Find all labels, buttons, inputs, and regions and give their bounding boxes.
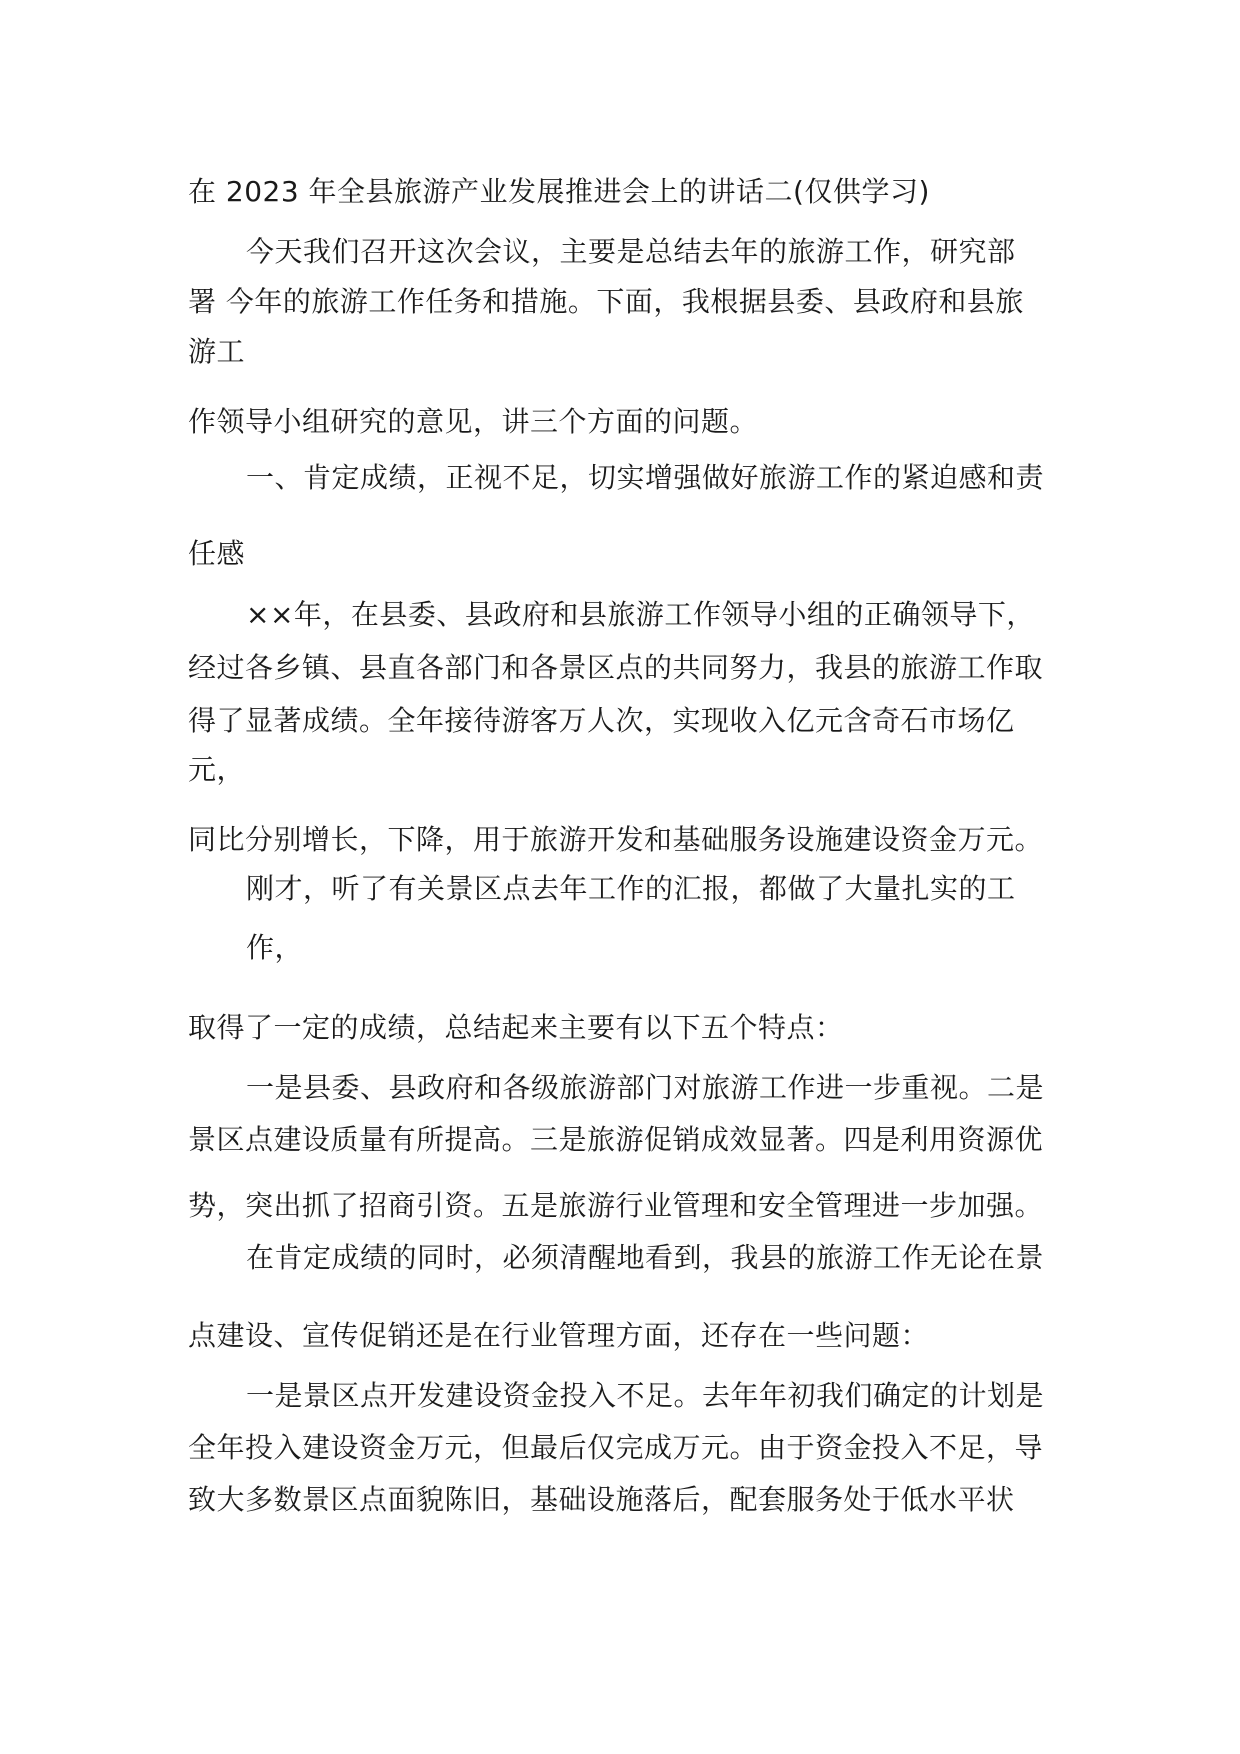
- paragraph-line: 全年投入建设资金万元，但最后仅完成万元。由于资金投入不足，导: [188, 1431, 1044, 1464]
- paragraph-line: 同比分别增长，下降，用于旅游开发和基础服务设施建设资金万元。: [188, 823, 1044, 856]
- section-heading-line: 任感: [188, 537, 246, 570]
- paragraph-line: 元，: [188, 753, 246, 786]
- paragraph-line: 点建设、宣传促销还是在行业管理方面，还存在一些问题：: [188, 1319, 930, 1352]
- paragraph-line: 今天我们召开这次会议，主要是总结去年的旅游工作，研究部: [246, 235, 1016, 268]
- section-heading-line: 一、肯定成绩，正视不足，切实增强做好旅游工作的紧迫感和责: [246, 461, 1045, 494]
- paragraph-line: 署 今年的旅游工作任务和措施。下面，我根据县委、县政府和县旅: [188, 285, 1024, 318]
- paragraph-line: 经过各乡镇、县直各部门和各景区点的共同努力，我县的旅游工作取: [188, 651, 1044, 684]
- paragraph-line: 在肯定成绩的同时，必须清醒地看到，我县的旅游工作无论在景: [246, 1241, 1045, 1274]
- document-title: 在 2023 年全县旅游产业发展推进会上的讲话二(仅供学习): [188, 175, 930, 208]
- paragraph-line: 刚才，听了有关景区点去年工作的汇报，都做了大量扎实的工: [246, 872, 1016, 905]
- paragraph-line: 势，突出抓了招商引资。五是旅游行业管理和安全管理进一步加强。: [188, 1189, 1044, 1222]
- paragraph-line: 景区点建设质量有所提高。三是旅游促销成效显著。四是利用资源优: [188, 1123, 1044, 1156]
- paragraph-line: 一是景区点开发建设资金投入不足。去年年初我们确定的计划是: [246, 1379, 1045, 1412]
- paragraph-line: ××年，在县委、县政府和县旅游工作领导小组的正确领导下，: [246, 598, 1035, 631]
- paragraph-line: 得了显著成绩。全年接待游客万人次，实现收入亿元含奇石市场亿: [188, 704, 1015, 737]
- paragraph-line: 作，: [246, 931, 304, 964]
- paragraph-line: 一是县委、县政府和各级旅游部门对旅游工作进一步重视。二是: [246, 1071, 1045, 1104]
- paragraph-line: 作领导小组研究的意见，讲三个方面的问题。: [188, 405, 759, 438]
- paragraph-line: 取得了一定的成绩，总结起来主要有以下五个特点：: [188, 1011, 844, 1044]
- paragraph-line: 致大多数景区点面貌陈旧，基础设施落后，配套服务处于低水平状: [188, 1483, 1015, 1516]
- paragraph-line: 游工: [188, 335, 246, 368]
